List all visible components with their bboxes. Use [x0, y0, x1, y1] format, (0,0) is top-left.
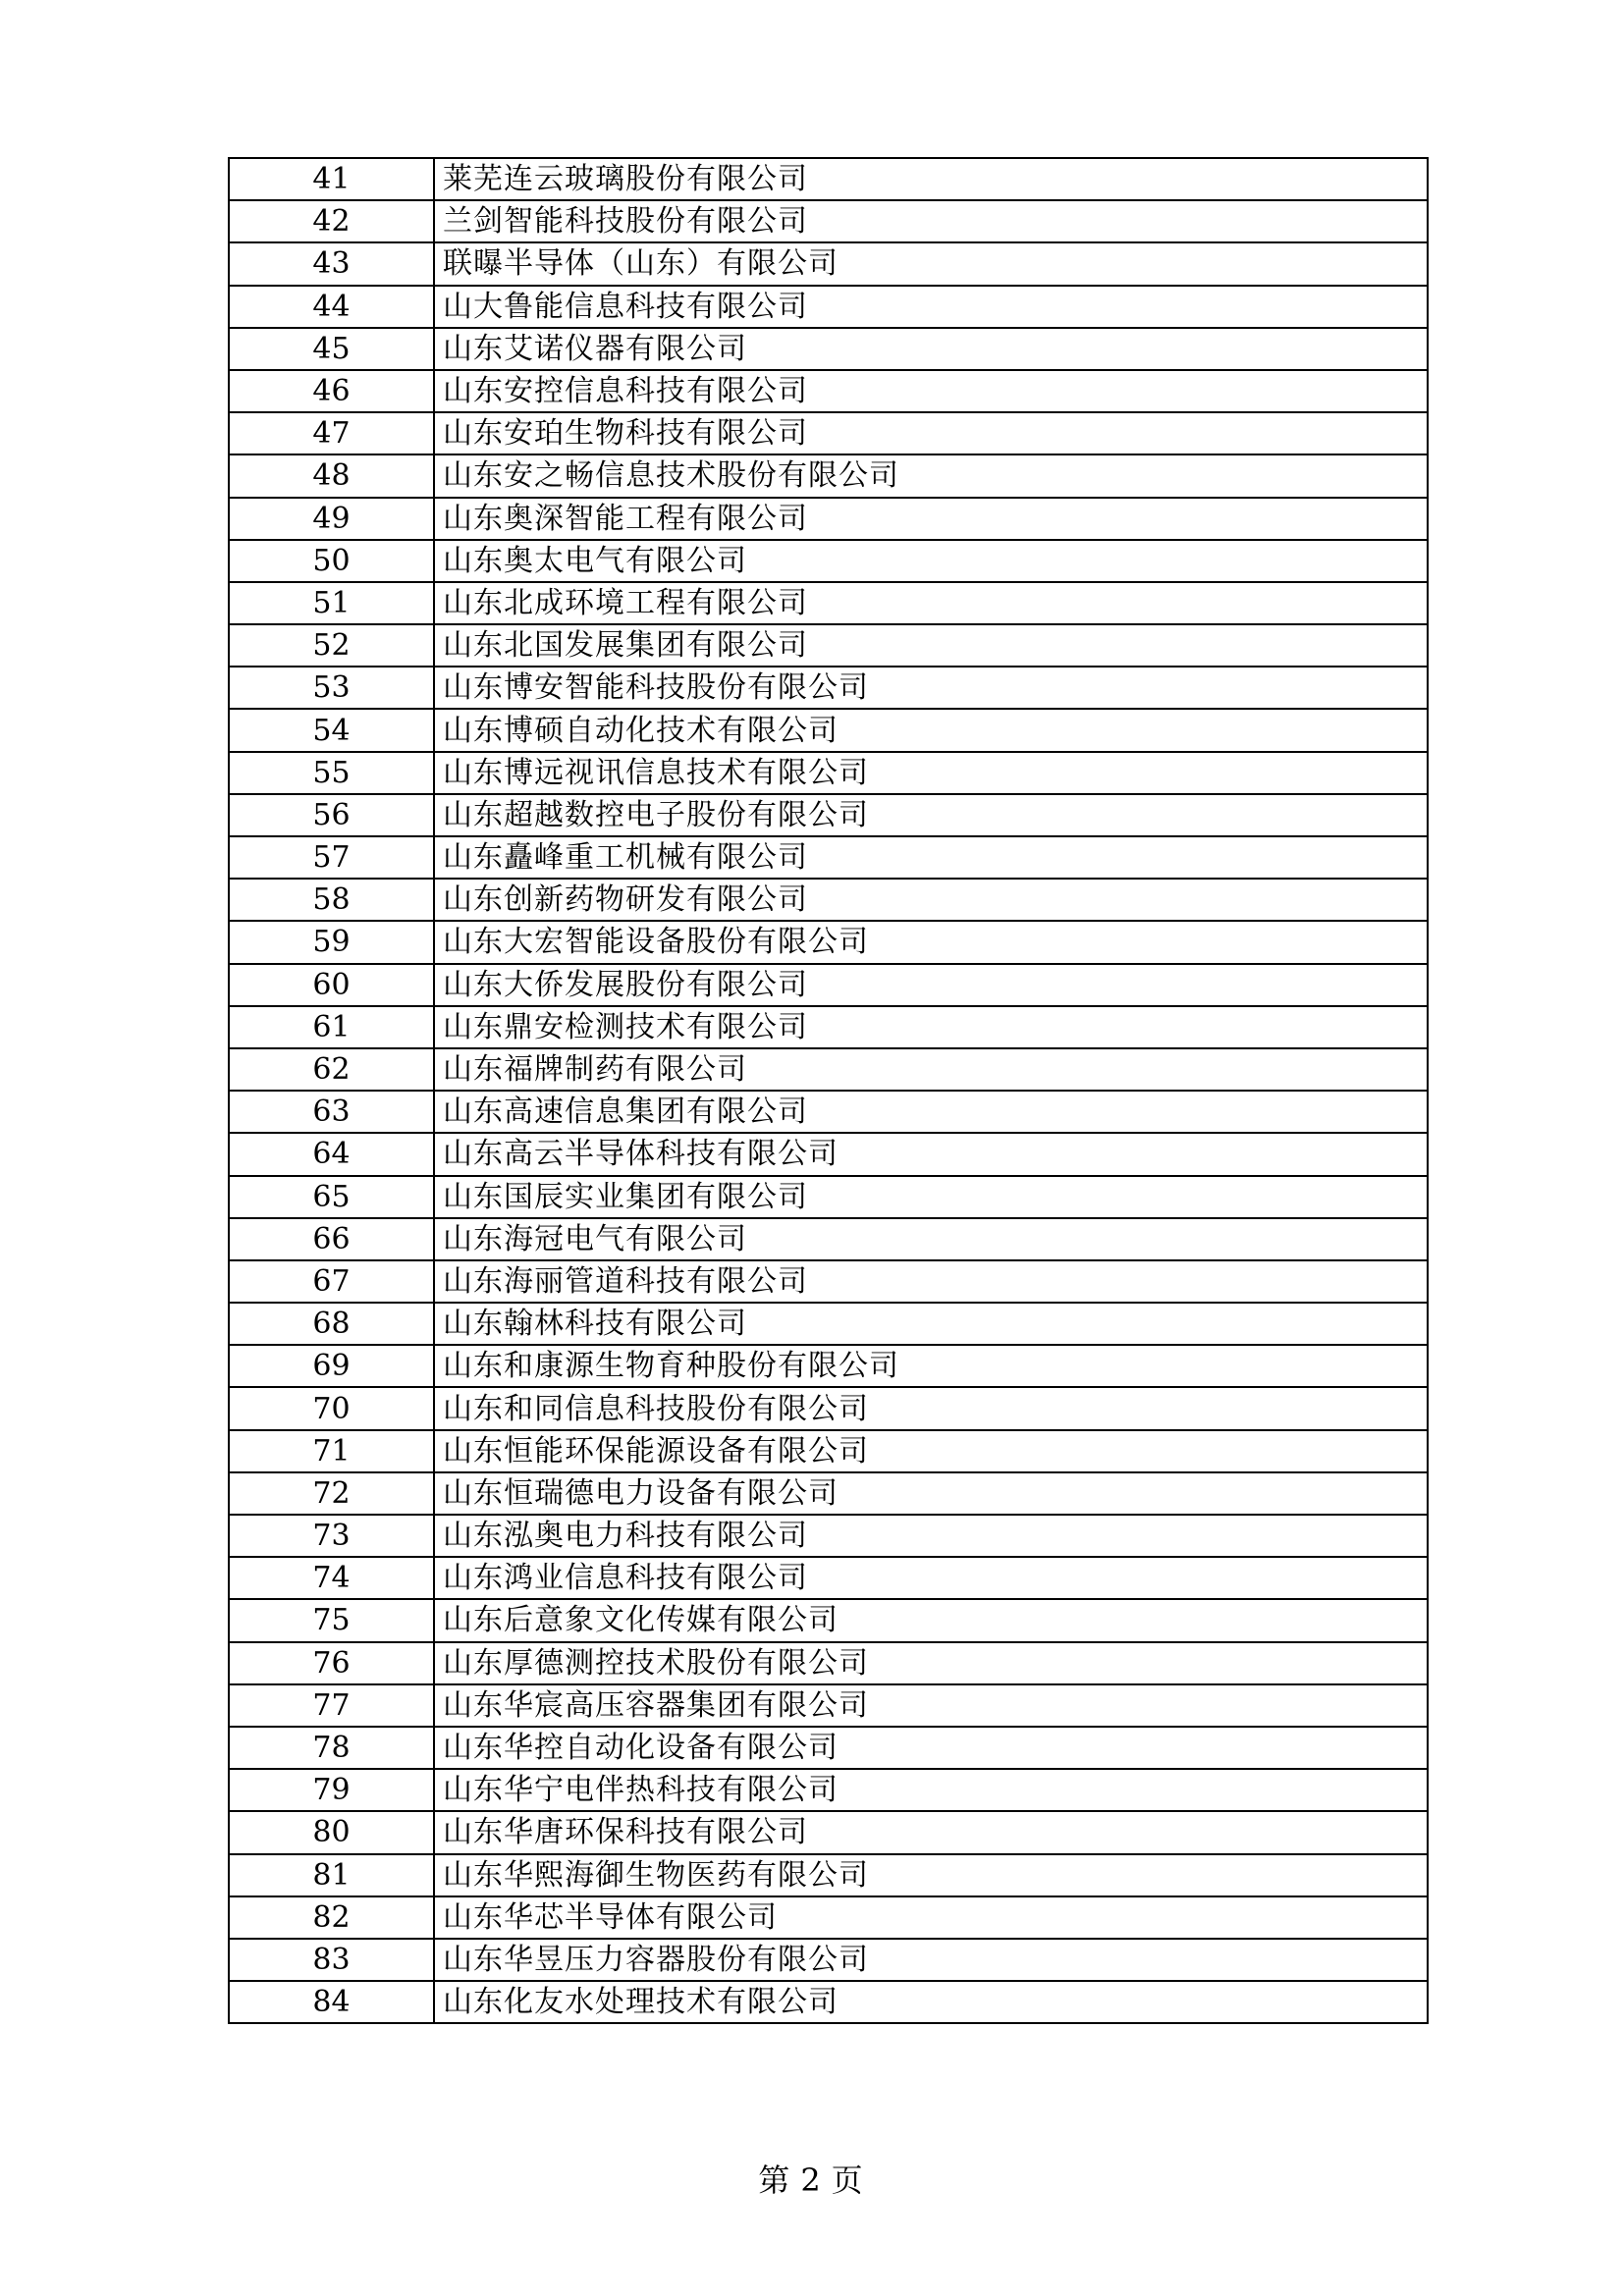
row-number: 55: [229, 752, 434, 794]
table-row: [229, 1387, 1428, 1429]
table-row: [229, 1430, 1428, 1472]
row-number: 68: [229, 1303, 434, 1345]
row-number: 60: [229, 964, 434, 1006]
table-row: [229, 370, 1428, 412]
company-name: 山东博硕自动化技术有限公司: [434, 709, 1428, 751]
table-row: [229, 921, 1428, 963]
row-number: 64: [229, 1133, 434, 1175]
table-row: [229, 582, 1428, 624]
row-number: 48: [229, 454, 434, 497]
row-number: 58: [229, 879, 434, 921]
company-name: 山东华宸高压容器集团有限公司: [434, 1684, 1428, 1727]
table-row: [229, 454, 1428, 497]
row-number: 70: [229, 1387, 434, 1429]
footer-prefix: 第: [758, 2162, 793, 2199]
company-name: 山东泓奥电力科技有限公司: [434, 1515, 1428, 1557]
table-row: [229, 412, 1428, 454]
table-row: [229, 1769, 1428, 1811]
company-name: 山东华唐环保科技有限公司: [434, 1811, 1428, 1853]
table-row: [229, 1218, 1428, 1260]
company-name: 山东博远视讯信息技术有限公司: [434, 752, 1428, 794]
row-number: 42: [229, 200, 434, 242]
table-row: [229, 1048, 1428, 1091]
row-number: 43: [229, 242, 434, 285]
table-row: [229, 286, 1428, 328]
table-row: [229, 1176, 1428, 1218]
row-number: 49: [229, 498, 434, 540]
table-row: [229, 1472, 1428, 1515]
row-number: 66: [229, 1218, 434, 1260]
company-name: 山东华宁电伴热科技有限公司: [434, 1769, 1428, 1811]
company-name: 山东华熙海御生物医药有限公司: [434, 1854, 1428, 1896]
company-name: 山东北成环境工程有限公司: [434, 582, 1428, 624]
company-name: 山东安珀生物科技有限公司: [434, 412, 1428, 454]
row-number: 47: [229, 412, 434, 454]
table-row: [229, 1981, 1428, 2023]
row-number: 78: [229, 1727, 434, 1769]
table-row: [229, 540, 1428, 582]
company-name: 山东高云半导体科技有限公司: [434, 1133, 1428, 1175]
table-row: [229, 1557, 1428, 1599]
company-name: 山东国辰实业集团有限公司: [434, 1176, 1428, 1218]
company-name: 山东鸿业信息科技有限公司: [434, 1557, 1428, 1599]
table-row: [229, 1091, 1428, 1133]
table-row: [229, 242, 1428, 285]
row-number: 83: [229, 1939, 434, 1981]
row-number: 50: [229, 540, 434, 582]
table-row: [229, 1303, 1428, 1345]
company-name: 山东奥深智能工程有限公司: [434, 498, 1428, 540]
row-number: 56: [229, 794, 434, 836]
company-name: 山东安之畅信息技术股份有限公司: [434, 454, 1428, 497]
company-name: 山东海丽管道科技有限公司: [434, 1260, 1428, 1303]
footer-suffix: 页: [831, 2162, 866, 2199]
company-name: 山大鲁能信息科技有限公司: [434, 286, 1428, 328]
row-number: 74: [229, 1557, 434, 1599]
company-name: 山东海冠电气有限公司: [434, 1218, 1428, 1260]
row-number: 76: [229, 1642, 434, 1684]
table-row: [229, 794, 1428, 836]
company-name: 山东福牌制药有限公司: [434, 1048, 1428, 1091]
company-name: 山东华控自动化设备有限公司: [434, 1727, 1428, 1769]
table-row: [229, 667, 1428, 709]
company-name: 山东北国发展集团有限公司: [434, 624, 1428, 667]
table-row: [229, 1515, 1428, 1557]
page-number: 2: [800, 2162, 824, 2199]
company-name: 山东鼎安检测技术有限公司: [434, 1006, 1428, 1048]
row-number: 82: [229, 1896, 434, 1939]
table-row: [229, 200, 1428, 242]
company-name: 联曝半导体（山东）有限公司: [434, 242, 1428, 285]
row-number: 63: [229, 1091, 434, 1133]
company-name: 山东大宏智能设备股份有限公司: [434, 921, 1428, 963]
company-name: 山东后意象文化传媒有限公司: [434, 1599, 1428, 1641]
company-name: 山东高速信息集团有限公司: [434, 1091, 1428, 1133]
table-row: [229, 158, 1428, 200]
company-name: 山东创新药物研发有限公司: [434, 879, 1428, 921]
company-name: 山东和同信息科技股份有限公司: [434, 1387, 1428, 1429]
row-number: 57: [229, 836, 434, 879]
company-name: 山东恒能环保能源设备有限公司: [434, 1430, 1428, 1472]
row-number: 73: [229, 1515, 434, 1557]
row-number: 62: [229, 1048, 434, 1091]
table-row: [229, 879, 1428, 921]
row-number: 72: [229, 1472, 434, 1515]
row-number: 81: [229, 1854, 434, 1896]
table-row: [229, 1345, 1428, 1387]
company-name: 山东华昱压力容器股份有限公司: [434, 1939, 1428, 1981]
table-row: [229, 1260, 1428, 1303]
table-row: [229, 1939, 1428, 1981]
company-name: 山东矗峰重工机械有限公司: [434, 836, 1428, 879]
table-body: [229, 158, 1428, 2023]
table-row: [229, 498, 1428, 540]
table-row: [229, 1599, 1428, 1641]
row-number: 45: [229, 328, 434, 370]
table-row: [229, 752, 1428, 794]
row-number: 75: [229, 1599, 434, 1641]
row-number: 79: [229, 1769, 434, 1811]
table-row: [229, 1006, 1428, 1048]
row-number: 46: [229, 370, 434, 412]
row-number: 84: [229, 1981, 434, 2023]
row-number: 53: [229, 667, 434, 709]
row-number: 65: [229, 1176, 434, 1218]
company-name: 山东奥太电气有限公司: [434, 540, 1428, 582]
row-number: 80: [229, 1811, 434, 1853]
row-number: 61: [229, 1006, 434, 1048]
row-number: 41: [229, 158, 434, 200]
company-name: 山东和康源生物育种股份有限公司: [434, 1345, 1428, 1387]
row-number: 69: [229, 1345, 434, 1387]
table-row: [229, 836, 1428, 879]
company-name: 山东翰林科技有限公司: [434, 1303, 1428, 1345]
row-number: 54: [229, 709, 434, 751]
table-row: [229, 1727, 1428, 1769]
table-row: [229, 1642, 1428, 1684]
row-number: 51: [229, 582, 434, 624]
company-name: 兰剑智能科技股份有限公司: [434, 200, 1428, 242]
row-number: 52: [229, 624, 434, 667]
table-row: [229, 709, 1428, 751]
company-list-table: [228, 157, 1429, 2024]
row-number: 44: [229, 286, 434, 328]
table-row: [229, 1684, 1428, 1727]
table-row: [229, 328, 1428, 370]
company-name: 山东安控信息科技有限公司: [434, 370, 1428, 412]
company-name: 山东华芯半导体有限公司: [434, 1896, 1428, 1939]
company-name: 山东化友水处理技术有限公司: [434, 1981, 1428, 2023]
company-name: 山东超越数控电子股份有限公司: [434, 794, 1428, 836]
table-row: [229, 624, 1428, 667]
company-name: 莱芜连云玻璃股份有限公司: [434, 158, 1428, 200]
company-name: 山东恒瑞德电力设备有限公司: [434, 1472, 1428, 1515]
table-row: [229, 1854, 1428, 1896]
table-row: [229, 1896, 1428, 1939]
table-row: [229, 1133, 1428, 1175]
row-number: 71: [229, 1430, 434, 1472]
row-number: 67: [229, 1260, 434, 1303]
company-name: 山东大侨发展股份有限公司: [434, 964, 1428, 1006]
page-footer: [0, 2156, 1624, 2201]
row-number: 59: [229, 921, 434, 963]
row-number: 77: [229, 1684, 434, 1727]
table-row: [229, 1811, 1428, 1853]
company-name: 山东厚德测控技术股份有限公司: [434, 1642, 1428, 1684]
table-row: [229, 964, 1428, 1006]
company-name: 山东博安智能科技股份有限公司: [434, 667, 1428, 709]
company-name: 山东艾诺仪器有限公司: [434, 328, 1428, 370]
